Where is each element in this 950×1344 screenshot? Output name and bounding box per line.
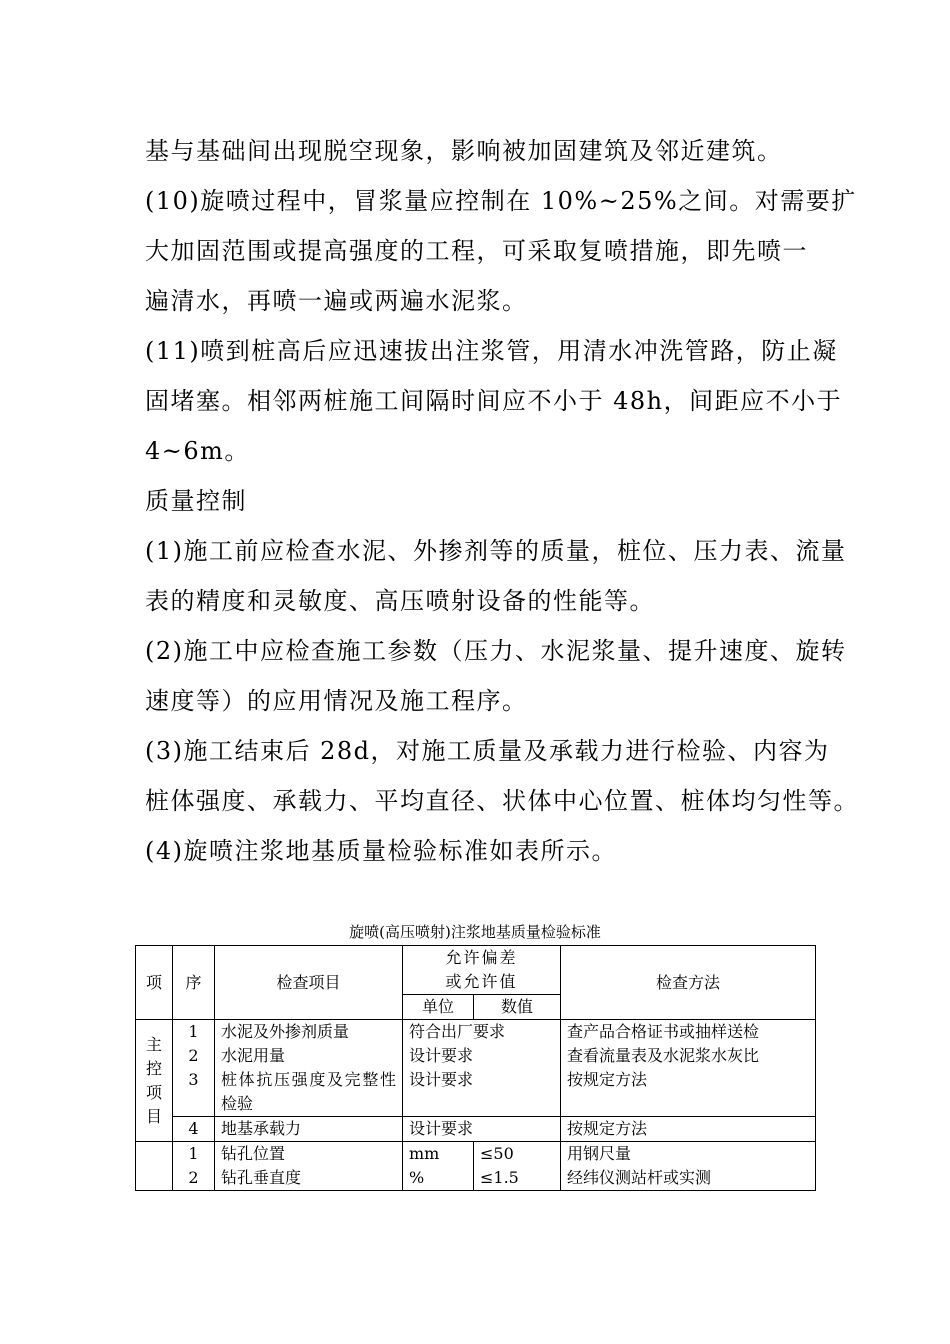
- row-seq: 1 2 3: [173, 1020, 215, 1117]
- paragraph-line: (10)旋喷过程中，冒浆量应控制在 10%~25%之间。对需要扩: [145, 187, 857, 215]
- paragraph-line: 桩体强度、承载力、平均直径、状体中心位置、桩体均匀性等。: [145, 787, 859, 815]
- header-allowance: 允许偏差 或允许值: [403, 946, 561, 995]
- table-row: [136, 1117, 816, 1142]
- quality-standard-table: [135, 945, 816, 1191]
- row-seq: 4: [173, 1117, 215, 1142]
- paragraph-line: (3)施工结束后 28d，对施工质量及承载力进行检验、内容为: [145, 737, 830, 765]
- table-header-row: [136, 946, 816, 995]
- header-check-item: 检查项目: [215, 946, 403, 1020]
- header-unit: 单位: [403, 995, 474, 1020]
- row-seq: 1 2: [173, 1142, 215, 1191]
- paragraph-line: (1)施工前应检查水泥、外掺剂等的质量，桩位、压力表、流量: [145, 537, 847, 565]
- header-method: 检查方法: [561, 946, 816, 1020]
- header-value: 数值: [474, 995, 561, 1020]
- row-methods: 查产品合格证书或抽样送检 查看流量表及水泥浆水灰比 按规定方法: [561, 1020, 816, 1117]
- paragraph-line: 4~6m。: [145, 437, 250, 465]
- table-caption: 旋喷(高压喷射)注浆地基质量检验标准: [349, 923, 601, 941]
- section-heading: 质量控制: [145, 487, 247, 515]
- row-allowance: 设计要求: [403, 1117, 561, 1142]
- row-methods: 用钢尺量 经纬仪测站杆或实测: [561, 1142, 816, 1191]
- row-check-item: 地基承载力: [215, 1117, 403, 1142]
- row-check-items: 水泥及外掺剂质量 水泥用量 桩体抗压强度及完整性检验: [215, 1020, 403, 1117]
- paragraph-line: (4)旋喷注浆地基质量检验标准如表所示。: [145, 837, 617, 865]
- group-general: [136, 1142, 173, 1191]
- paragraph-line: (2)施工中应检查施工参数（压力、水泥浆量、提升速度、旋转: [145, 637, 847, 665]
- header-seq: 序: [173, 946, 215, 1020]
- table-row: [136, 1020, 816, 1117]
- table-row: [136, 1142, 816, 1191]
- header-item: 项: [136, 946, 173, 1020]
- row-allowance: 符合出厂要求 设计要求 设计要求: [403, 1020, 561, 1117]
- paragraph-line: 表的精度和灵敏度、高压喷射设备的性能等。: [145, 587, 655, 615]
- paragraph-line: 速度等）的应用情况及施工程序。: [145, 687, 528, 715]
- paragraph-line: (11)喷到桩高后应迅速拔出注浆管，用清水冲洗管路，防止凝: [145, 337, 838, 365]
- row-units: mm %: [403, 1142, 474, 1191]
- paragraph-line: 遍清水，再喷一遍或两遍水泥浆。: [145, 287, 528, 315]
- row-check-items: 钻孔位置 钻孔垂直度: [215, 1142, 403, 1191]
- paragraph-line: 大加固范围或提高强度的工程，可采取复喷措施，即先喷一: [145, 237, 808, 265]
- paragraph-line: 固堵塞。相邻两桩施工间隔时间应不小于 48h，间距应不小于: [145, 387, 843, 415]
- group-main-control: 主 控 项 目: [136, 1020, 173, 1142]
- row-method: 按规定方法: [561, 1117, 816, 1142]
- row-values: ≤50 ≤1.5: [474, 1142, 561, 1191]
- paragraph-line: 基与基础间出现脱空现象，影响被加固建筑及邻近建筑。: [145, 137, 783, 165]
